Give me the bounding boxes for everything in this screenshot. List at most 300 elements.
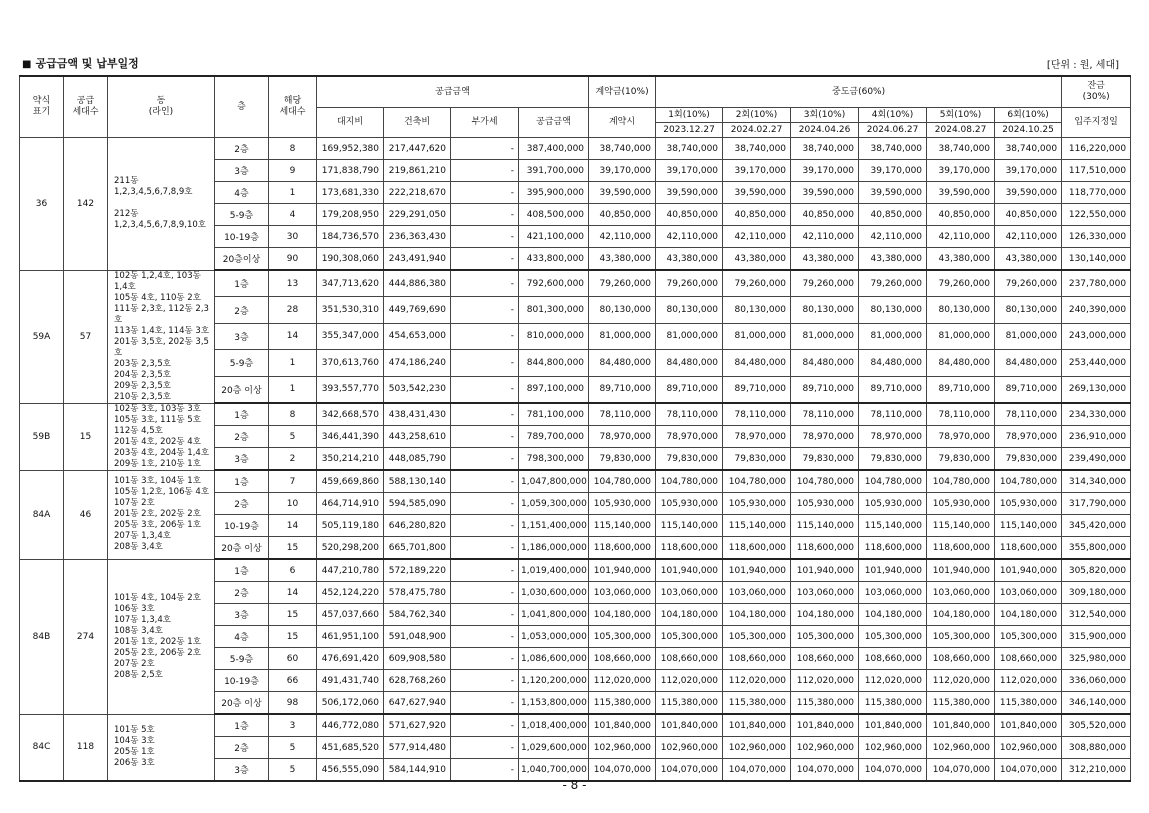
vat-cell: - (451, 515, 519, 537)
title-text: 공급금액 및 납부일정 (35, 57, 139, 70)
middle-6-cell: 89,710,000 (995, 376, 1062, 403)
middle-2-cell: 39,170,000 (723, 160, 791, 182)
floor-cell: 2층 (215, 737, 269, 759)
middle-3-cell: 101,940,000 (791, 559, 859, 582)
header-floor: 층 (215, 76, 269, 138)
units-cell: 1 (269, 350, 317, 376)
floor-cell: 5-9층 (215, 350, 269, 376)
middle-5-cell: 81,000,000 (927, 323, 995, 349)
middle-4-cell: 79,260,000 (859, 270, 927, 297)
vat-cell: - (451, 403, 519, 426)
units-cell: 5 (269, 737, 317, 759)
middle-6-cell: 40,850,000 (995, 204, 1062, 226)
land-cell: 451,685,520 (317, 737, 384, 759)
middle-2-cell: 40,850,000 (723, 204, 791, 226)
building-cell: 584,144,910 (384, 759, 451, 782)
building-cell: 591,048,900 (384, 626, 451, 648)
total-cell: 391,700,000 (519, 160, 589, 182)
units-cell: 10 (269, 493, 317, 515)
middle-6-cell: 105,930,000 (995, 493, 1062, 515)
middle-5-cell: 89,710,000 (927, 376, 995, 403)
balance-cell: 345,420,000 (1062, 515, 1131, 537)
units-cell: 5 (269, 759, 317, 782)
middle-4-cell: 104,070,000 (859, 759, 927, 782)
units-cell: 66 (269, 670, 317, 692)
middle-3-cell: 89,710,000 (791, 376, 859, 403)
balance-cell: 237,780,000 (1062, 270, 1131, 297)
units-cell: 14 (269, 582, 317, 604)
building-cell: 588,130,140 (384, 470, 451, 493)
dong-cell: 101동 5호 104동 3호 205동 1호 206동 3호 (108, 714, 215, 781)
floor-cell: 3층 (215, 448, 269, 471)
total-cell: 1,040,700,000 (519, 759, 589, 782)
deposit-cell: 79,830,000 (589, 448, 656, 471)
middle-5-cell: 84,480,000 (927, 350, 995, 376)
header-dong: 동 (라인) (108, 76, 215, 138)
building-cell: 236,363,430 (384, 226, 451, 248)
deposit-cell: 102,960,000 (589, 737, 656, 759)
middle-4-cell: 79,830,000 (859, 448, 927, 471)
middle-2-cell: 89,710,000 (723, 376, 791, 403)
middle-4-cell: 115,380,000 (859, 692, 927, 715)
floor-cell: 10-19층 (215, 515, 269, 537)
header-balance-group: 잔금 (30%) (1062, 76, 1131, 108)
building-cell: 647,627,940 (384, 692, 451, 715)
middle-1-cell: 112,020,000 (656, 670, 723, 692)
building-cell: 584,762,340 (384, 604, 451, 626)
middle-2-cell: 104,180,000 (723, 604, 791, 626)
header-units: 해당 세대수 (269, 76, 317, 138)
middle-1-cell: 39,590,000 (656, 182, 723, 204)
balance-cell: 315,900,000 (1062, 626, 1131, 648)
middle-2-cell: 108,660,000 (723, 648, 791, 670)
middle-3-cell: 79,260,000 (791, 270, 859, 297)
middle-5-cell: 103,060,000 (927, 582, 995, 604)
deposit-cell: 115,140,000 (589, 515, 656, 537)
building-cell: 577,914,480 (384, 737, 451, 759)
floor-cell: 20층 이상 (215, 537, 269, 560)
middle-4-cell: 38,740,000 (859, 138, 927, 160)
deposit-cell: 101,940,000 (589, 559, 656, 582)
building-cell: 219,861,210 (384, 160, 451, 182)
page-title (22, 55, 139, 71)
building-cell: 474,186,240 (384, 350, 451, 376)
middle-4-cell: 101,940,000 (859, 559, 927, 582)
middle-4-cell: 78,970,000 (859, 426, 927, 448)
land-cell: 505,119,180 (317, 515, 384, 537)
middle-1-cell: 105,930,000 (656, 493, 723, 515)
balance-cell: 346,140,000 (1062, 692, 1131, 715)
middle-1-cell: 101,840,000 (656, 714, 723, 737)
middle-3-cell: 105,930,000 (791, 493, 859, 515)
building-cell: 628,768,260 (384, 670, 451, 692)
floor-cell: 1층 (215, 470, 269, 493)
middle-3-cell: 78,110,000 (791, 403, 859, 426)
total-cell: 801,300,000 (519, 297, 589, 323)
building-cell: 454,653,000 (384, 323, 451, 349)
balance-cell: 243,000,000 (1062, 323, 1131, 349)
balance-cell: 312,210,000 (1062, 759, 1131, 782)
vat-cell: - (451, 692, 519, 715)
middle-6-cell: 101,840,000 (995, 714, 1062, 737)
balance-cell: 355,800,000 (1062, 537, 1131, 560)
middle-5-cell: 104,180,000 (927, 604, 995, 626)
header-balance: 입주지정일 (1062, 108, 1131, 138)
units-cell: 8 (269, 138, 317, 160)
land-cell: 520,298,200 (317, 537, 384, 560)
middle-5-cell: 115,140,000 (927, 515, 995, 537)
total-cell: 1,041,800,000 (519, 604, 589, 626)
floor-cell: 1층 (215, 559, 269, 582)
middle-6-cell: 118,600,000 (995, 537, 1062, 560)
middle-2-cell: 101,840,000 (723, 714, 791, 737)
middle-6-cell: 108,660,000 (995, 648, 1062, 670)
deposit-cell: 79,260,000 (589, 270, 656, 297)
units-cell: 13 (269, 270, 317, 297)
units-cell: 2 (269, 448, 317, 471)
middle-1-cell: 115,140,000 (656, 515, 723, 537)
middle-2-cell: 103,060,000 (723, 582, 791, 604)
middle-2-cell: 81,000,000 (723, 323, 791, 349)
middle-3-cell: 112,020,000 (791, 670, 859, 692)
deposit-cell: 101,840,000 (589, 714, 656, 737)
supply-units-cell: 57 (64, 270, 108, 403)
middle-2-cell: 105,930,000 (723, 493, 791, 515)
units-cell: 14 (269, 323, 317, 349)
deposit-cell: 84,480,000 (589, 350, 656, 376)
floor-cell: 1층 (215, 714, 269, 737)
middle-4-cell: 101,840,000 (859, 714, 927, 737)
middle-2-cell: 115,380,000 (723, 692, 791, 715)
table-row (20, 559, 1131, 582)
middle-1-cell: 104,070,000 (656, 759, 723, 782)
middle-1-cell: 81,000,000 (656, 323, 723, 349)
table-body (20, 138, 1131, 782)
units-cell: 15 (269, 537, 317, 560)
balance-cell: 305,820,000 (1062, 559, 1131, 582)
middle-4-cell: 115,140,000 (859, 515, 927, 537)
middle-1-cell: 105,300,000 (656, 626, 723, 648)
vat-cell: - (451, 670, 519, 692)
vat-cell: - (451, 448, 519, 471)
middle-5-cell: 78,110,000 (927, 403, 995, 426)
floor-cell: 1층 (215, 403, 269, 426)
deposit-cell: 105,300,000 (589, 626, 656, 648)
middle-2-cell: 105,300,000 (723, 626, 791, 648)
page-number: - 8 - (562, 778, 587, 792)
middle-4-cell: 118,600,000 (859, 537, 927, 560)
middle-5-cell: 118,600,000 (927, 537, 995, 560)
header-middle-4: 4회(10%) (859, 108, 927, 123)
building-cell: 449,769,690 (384, 297, 451, 323)
middle-3-cell: 104,180,000 (791, 604, 859, 626)
vat-cell: - (451, 582, 519, 604)
balance-cell: 314,340,000 (1062, 470, 1131, 493)
middle-3-cell: 102,960,000 (791, 737, 859, 759)
balance-cell: 117,510,000 (1062, 160, 1131, 182)
total-cell: 1,059,300,000 (519, 493, 589, 515)
floor-cell: 20층이상 (215, 248, 269, 271)
floor-cell: 1층 (215, 270, 269, 297)
total-cell: 789,700,000 (519, 426, 589, 448)
units-cell: 15 (269, 604, 317, 626)
vat-cell: - (451, 626, 519, 648)
middle-2-cell: 79,260,000 (723, 270, 791, 297)
middle-6-cell: 101,940,000 (995, 559, 1062, 582)
building-cell: 572,189,220 (384, 559, 451, 582)
deposit-cell: 115,380,000 (589, 692, 656, 715)
middle-4-cell: 81,000,000 (859, 323, 927, 349)
balance-cell: 308,880,000 (1062, 737, 1131, 759)
units-cell: 8 (269, 403, 317, 426)
building-cell: 578,475,780 (384, 582, 451, 604)
supply-units-cell: 15 (64, 403, 108, 470)
floor-cell: 4층 (215, 182, 269, 204)
vat-cell: - (451, 737, 519, 759)
floor-cell: 4층 (215, 626, 269, 648)
balance-cell: 122,550,000 (1062, 204, 1131, 226)
table-row (20, 470, 1131, 493)
middle-1-cell: 103,060,000 (656, 582, 723, 604)
units-cell: 1 (269, 182, 317, 204)
deposit-cell: 80,130,000 (589, 297, 656, 323)
vat-cell: - (451, 182, 519, 204)
middle-3-cell: 42,110,000 (791, 226, 859, 248)
land-cell: 347,713,620 (317, 270, 384, 297)
type-cell: 36 (20, 138, 64, 271)
middle-1-cell: 39,170,000 (656, 160, 723, 182)
balance-cell: 305,520,000 (1062, 714, 1131, 737)
supply-units-cell: 46 (64, 470, 108, 559)
floor-cell: 5-9층 (215, 648, 269, 670)
deposit-cell: 43,380,000 (589, 248, 656, 271)
header-middle-5: 5회(10%) (927, 108, 995, 123)
middle-3-cell: 80,130,000 (791, 297, 859, 323)
header-middle-group: 중도금(60%) (656, 76, 1062, 108)
land-cell: 456,555,090 (317, 759, 384, 782)
floor-cell: 2층 (215, 426, 269, 448)
middle-1-cell: 43,380,000 (656, 248, 723, 271)
header-middle-1-date: 2023.12.27 (656, 123, 723, 138)
middle-5-cell: 79,830,000 (927, 448, 995, 471)
deposit-cell: 78,110,000 (589, 403, 656, 426)
middle-6-cell: 84,480,000 (995, 350, 1062, 376)
floor-cell: 5-9층 (215, 204, 269, 226)
middle-2-cell: 79,830,000 (723, 448, 791, 471)
header-land: 대지비 (317, 108, 384, 138)
floor-cell: 2층 (215, 493, 269, 515)
middle-5-cell: 104,780,000 (927, 470, 995, 493)
building-cell: 229,291,050 (384, 204, 451, 226)
vat-cell: - (451, 138, 519, 160)
deposit-cell: 118,600,000 (589, 537, 656, 560)
building-cell: 438,431,430 (384, 403, 451, 426)
type-cell: 84B (20, 559, 64, 714)
header-vat: 부가세 (451, 108, 519, 138)
balance-cell: 116,220,000 (1062, 138, 1131, 160)
building-cell: 594,585,090 (384, 493, 451, 515)
middle-3-cell: 105,300,000 (791, 626, 859, 648)
deposit-cell: 39,170,000 (589, 160, 656, 182)
building-cell: 571,627,920 (384, 714, 451, 737)
units-cell: 30 (269, 226, 317, 248)
floor-cell: 3층 (215, 323, 269, 349)
deposit-cell: 42,110,000 (589, 226, 656, 248)
middle-1-cell: 80,130,000 (656, 297, 723, 323)
land-cell: 461,951,100 (317, 626, 384, 648)
building-cell: 665,701,800 (384, 537, 451, 560)
building-cell: 443,258,610 (384, 426, 451, 448)
deposit-cell: 104,070,000 (589, 759, 656, 782)
middle-2-cell: 118,600,000 (723, 537, 791, 560)
middle-1-cell: 42,110,000 (656, 226, 723, 248)
land-cell: 346,441,390 (317, 426, 384, 448)
header-deposit-group: 계약금(10%) (589, 76, 656, 108)
vat-cell: - (451, 226, 519, 248)
type-cell: 84C (20, 714, 64, 781)
middle-2-cell: 115,140,000 (723, 515, 791, 537)
total-cell: 792,600,000 (519, 270, 589, 297)
balance-cell: 118,770,000 (1062, 182, 1131, 204)
total-cell: 395,900,000 (519, 182, 589, 204)
middle-5-cell: 42,110,000 (927, 226, 995, 248)
middle-1-cell: 104,780,000 (656, 470, 723, 493)
total-cell: 1,047,800,000 (519, 470, 589, 493)
middle-3-cell: 38,740,000 (791, 138, 859, 160)
middle-4-cell: 40,850,000 (859, 204, 927, 226)
deposit-cell: 40,850,000 (589, 204, 656, 226)
vat-cell: - (451, 426, 519, 448)
total-cell: 1,053,000,000 (519, 626, 589, 648)
middle-3-cell: 115,380,000 (791, 692, 859, 715)
middle-6-cell: 104,070,000 (995, 759, 1062, 782)
units-cell: 90 (269, 248, 317, 271)
unit-note: [단위 : 원, 세대] (1046, 60, 1119, 71)
land-cell: 355,347,000 (317, 323, 384, 349)
header-type: 약식 표기 (20, 76, 64, 138)
vat-cell: - (451, 759, 519, 782)
middle-4-cell: 105,300,000 (859, 626, 927, 648)
vat-cell: - (451, 270, 519, 297)
dong-cell: 211동 1,2,3,4,5,6,7,8,9호 212동 1,2,3,4,5,6,7,8,9,10호 (108, 138, 215, 271)
middle-3-cell: 104,780,000 (791, 470, 859, 493)
table-header (20, 76, 1131, 138)
total-cell: 1,018,400,000 (519, 714, 589, 737)
header-middle-6: 6회(10%) (995, 108, 1062, 123)
middle-6-cell: 115,380,000 (995, 692, 1062, 715)
middle-3-cell: 39,590,000 (791, 182, 859, 204)
land-cell: 173,681,330 (317, 182, 384, 204)
middle-2-cell: 43,380,000 (723, 248, 791, 271)
floor-cell: 10-19층 (215, 226, 269, 248)
header-supply-amount: 공급금액 (317, 76, 589, 108)
floor-cell: 20층 이상 (215, 692, 269, 715)
middle-3-cell: 108,660,000 (791, 648, 859, 670)
header-middle-6-date: 2024.10.25 (995, 123, 1062, 138)
middle-1-cell: 78,110,000 (656, 403, 723, 426)
land-cell: 342,668,570 (317, 403, 384, 426)
middle-4-cell: 84,480,000 (859, 350, 927, 376)
building-cell: 444,886,380 (384, 270, 451, 297)
middle-2-cell: 39,590,000 (723, 182, 791, 204)
header-middle-2: 2회(10%) (723, 108, 791, 123)
land-cell: 464,714,910 (317, 493, 384, 515)
middle-5-cell: 101,940,000 (927, 559, 995, 582)
middle-6-cell: 79,830,000 (995, 448, 1062, 471)
middle-5-cell: 78,970,000 (927, 426, 995, 448)
header-middle-1: 1회(10%) (656, 108, 723, 123)
middle-5-cell: 79,260,000 (927, 270, 995, 297)
floor-cell: 2층 (215, 138, 269, 160)
vat-cell: - (451, 604, 519, 626)
total-cell: 1,120,200,000 (519, 670, 589, 692)
middle-3-cell: 40,850,000 (791, 204, 859, 226)
dong-cell: 102동 1,2,4호, 103동 1,4호 105동 4호, 110동 2호 111동 2,3호, 112동 2,3호 113동 1,4호, 114동 3호 201동 3,5호, 202동 3,5호 203동 2,3,5호 204동 2,3,5호 209동 2,3,5호 210동 2,3,5호 (108, 270, 215, 403)
middle-6-cell: 104,180,000 (995, 604, 1062, 626)
land-cell: 350,214,210 (317, 448, 384, 471)
total-cell: 421,100,000 (519, 226, 589, 248)
land-cell: 506,172,060 (317, 692, 384, 715)
middle-6-cell: 38,740,000 (995, 138, 1062, 160)
middle-1-cell: 101,940,000 (656, 559, 723, 582)
middle-1-cell: 79,830,000 (656, 448, 723, 471)
total-cell: 810,000,000 (519, 323, 589, 349)
middle-3-cell: 81,000,000 (791, 323, 859, 349)
balance-cell: 336,060,000 (1062, 670, 1131, 692)
middle-4-cell: 43,380,000 (859, 248, 927, 271)
vat-cell: - (451, 714, 519, 737)
middle-6-cell: 39,590,000 (995, 182, 1062, 204)
balance-cell: 309,180,000 (1062, 582, 1131, 604)
price-schedule-table (19, 75, 1131, 782)
middle-5-cell: 43,380,000 (927, 248, 995, 271)
middle-5-cell: 108,660,000 (927, 648, 995, 670)
land-cell: 393,557,770 (317, 376, 384, 403)
middle-4-cell: 112,020,000 (859, 670, 927, 692)
middle-2-cell: 102,960,000 (723, 737, 791, 759)
building-cell: 217,447,620 (384, 138, 451, 160)
middle-3-cell: 84,480,000 (791, 350, 859, 376)
balance-cell: 130,140,000 (1062, 248, 1131, 271)
vat-cell: - (451, 350, 519, 376)
middle-1-cell: 38,740,000 (656, 138, 723, 160)
header-middle-5-date: 2024.08.27 (927, 123, 995, 138)
middle-1-cell: 78,970,000 (656, 426, 723, 448)
middle-6-cell: 78,970,000 (995, 426, 1062, 448)
middle-2-cell: 104,070,000 (723, 759, 791, 782)
middle-2-cell: 104,780,000 (723, 470, 791, 493)
middle-2-cell: 78,110,000 (723, 403, 791, 426)
table-row (20, 714, 1131, 737)
land-cell: 491,431,740 (317, 670, 384, 692)
floor-cell: 10-19층 (215, 670, 269, 692)
total-cell: 781,100,000 (519, 403, 589, 426)
middle-5-cell: 105,300,000 (927, 626, 995, 648)
building-cell: 243,491,940 (384, 248, 451, 271)
vat-cell: - (451, 648, 519, 670)
floor-cell: 2층 (215, 297, 269, 323)
middle-4-cell: 104,780,000 (859, 470, 927, 493)
header-middle-4-date: 2024.06.27 (859, 123, 927, 138)
middle-1-cell: 104,180,000 (656, 604, 723, 626)
balance-cell: 234,330,000 (1062, 403, 1131, 426)
total-cell: 433,800,000 (519, 248, 589, 271)
middle-6-cell: 103,060,000 (995, 582, 1062, 604)
middle-6-cell: 80,130,000 (995, 297, 1062, 323)
middle-5-cell: 104,070,000 (927, 759, 995, 782)
middle-5-cell: 40,850,000 (927, 204, 995, 226)
header-middle-2-date: 2024.02.27 (723, 123, 791, 138)
